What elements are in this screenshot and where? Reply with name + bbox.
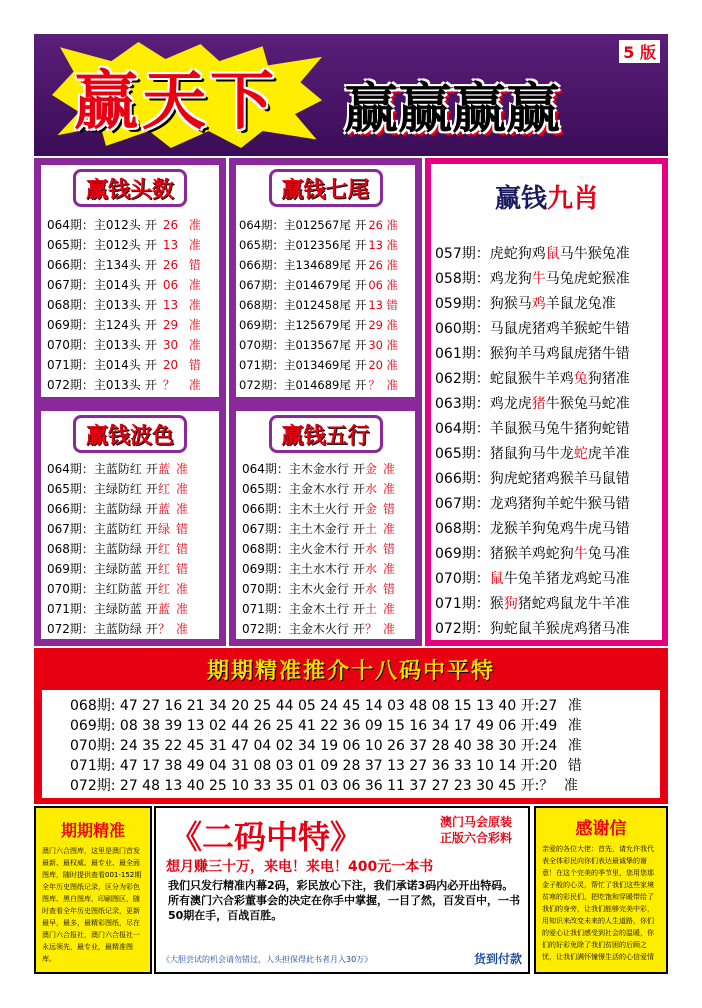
eighteen-box xyxy=(42,690,660,798)
list-item: 072期：狗蛇鼠羊猴虎鸡猪马准 xyxy=(435,621,630,637)
thank-letter-title: 感谢信 xyxy=(575,819,627,839)
header-banner xyxy=(34,34,668,156)
bottom-center-footnote: 《大胆尝试的机会请勿错过，人头担保得此书者月入30万》 xyxy=(162,955,373,964)
element-rows xyxy=(242,459,411,639)
table-row: 071期： 主绿防蓝 开 蓝 准 xyxy=(47,602,188,616)
table-row: 070期: 24 35 22 45 31 47 04 02 34 19 06 10 26 37 28 40 38 30 开:24 准 xyxy=(70,738,582,754)
list-item: 059期：狗猴马鸡羊鼠龙兔准 xyxy=(435,296,616,312)
bottom-center-side: 澳门马会原装 正版六合彩料 xyxy=(440,815,513,845)
table-row: 066期： 主木土火行 开 金 错 xyxy=(242,502,395,516)
table-row: 069期: 08 38 39 13 02 44 26 25 41 22 36 09 15 16 34 17 49 06 开:49 准 xyxy=(70,718,582,734)
table-row: 068期： 主蓝防绿 开 红 错 xyxy=(47,542,188,556)
table-row: 070期： 主木火金行 开 水 错 xyxy=(242,582,395,596)
bottom-left-title: 期期精准 xyxy=(60,821,125,840)
table-row: 064期： 主木金水行 开 金 准 xyxy=(242,462,395,476)
bottom-left-text: 澳门六合图库，这里是澳门首发最新、最权威、最专业、最全面图库，随时提供查看001-152期全年历史图纸记录，区分为彩色图库、黑白图库、印刷图区，随时查看全年历史图纸记录，更新最早，最多，最精彩图纸，尽在澳门六合报社，澳门六合报社一永远领先，最专业，最精准图库。 xyxy=(42,847,142,963)
table-row: 066期： 主134689尾 开 26 准 xyxy=(239,258,398,272)
table-row: 068期： 主火金木行 开 水 错 xyxy=(242,542,395,556)
edition-label: 5 版 xyxy=(619,40,660,63)
bottom-section xyxy=(34,806,668,974)
table-row: 072期： 主蓝防绿 开 ？ 准 xyxy=(47,622,188,636)
tail-panel xyxy=(229,158,422,404)
list-item: 058期：鸡龙狗牛马兔虎蛇猴准 xyxy=(435,271,630,287)
list-item: 071期：猴狗猪蛇鸡鼠龙牛羊准 xyxy=(435,596,630,612)
eighteen-code-section xyxy=(34,648,668,804)
table-row: 064期： 主012567尾 开 26 准 xyxy=(239,218,398,232)
table-row: 068期： 主012458尾 开 13 错 xyxy=(239,298,398,312)
table-row: 070期： 主013567尾 开 30 准 xyxy=(239,338,398,352)
table-row: 066期： 主蓝防绿 开 蓝 准 xyxy=(47,502,188,516)
table-row: 071期： 主金木土行 开 土 准 xyxy=(242,602,395,616)
table-row: 066期： 主134头 开 26 错 xyxy=(47,258,201,272)
nine-panel-title: 赢钱九肖 xyxy=(449,174,645,224)
table-row: 071期： 主014头 开 20 错 xyxy=(47,358,201,372)
bottom-center-slogan: 想月赚三十万，来电！来电！400元一本书 xyxy=(166,859,434,875)
list-item: 060期：马鼠虎猪鸡羊猴蛇牛错 xyxy=(435,321,630,337)
table-row: 067期： 主014头 开 06 准 xyxy=(47,278,201,292)
bottom-center-body: 我们只发行精准内幕2码，彩民放心下注，我们承诺3码内必开出特码。所有澳门六合彩董事会的决定在你手中掌握，一目了然，百发百中，一书50期在手，百战百胜。 xyxy=(168,879,520,922)
list-item: 063期：鸡龙虎猪牛猴兔马蛇准 xyxy=(435,396,630,412)
head-panel-title: 赢钱头数 xyxy=(73,169,187,207)
page xyxy=(34,34,668,974)
list-item: 067期：龙鸡猪狗羊蛇牛猴马错 xyxy=(435,496,630,512)
table-row: 065期： 主绿防红 开 红 准 xyxy=(47,482,188,496)
sub-title: 赢赢赢赢 xyxy=(344,77,560,140)
nine-panel xyxy=(425,158,668,646)
eighteen-rows xyxy=(70,696,582,796)
table-row: 069期： 主土水木行 开 水 准 xyxy=(242,562,395,576)
table-row: 068期: 47 27 16 21 34 20 25 44 05 24 45 14 03 48 08 15 13 40 开:27 准 xyxy=(70,698,582,714)
table-row: 067期： 主014679尾 开 06 准 xyxy=(239,278,398,292)
table-row: 070期： 主红防蓝 开 红 准 xyxy=(47,582,188,596)
cash-on-delivery-label: 货到付款 xyxy=(473,952,522,966)
table-row: 064期： 主蓝防红 开 蓝 准 xyxy=(47,462,188,476)
table-row: 072期： 主013头 开 ？ 准 xyxy=(47,378,201,392)
table-row: 068期： 主013头 开 13 准 xyxy=(47,298,201,312)
table-row: 065期： 主012头 开 13 准 xyxy=(47,238,201,252)
table-row: 069期： 主124头 开 29 准 xyxy=(47,318,201,332)
list-item: 068期：龙猴羊狗兔鸡牛虎马错 xyxy=(435,521,630,537)
list-item: 065期：猪鼠狗马牛龙蛇虎羊准 xyxy=(435,446,630,462)
list-item: 061期：猴狗羊马鸡鼠虎猪牛错 xyxy=(435,346,630,362)
table-row: 072期： 主金木火行 开 ？ 准 xyxy=(242,622,395,636)
table-row: 065期： 主012356尾 开 13 准 xyxy=(239,238,398,252)
list-item: 057期：虎蛇狗鸡鼠马牛猴兔准 xyxy=(435,246,630,262)
bottom-center-box xyxy=(154,806,530,974)
wave-panel xyxy=(34,404,226,646)
table-row: 071期: 47 17 38 49 04 31 08 03 01 09 28 37 13 27 36 33 10 14 开:20 错 xyxy=(70,758,582,774)
wave-rows xyxy=(47,459,215,639)
table-row: 065期： 主金木水行 开 水 准 xyxy=(242,482,395,496)
main-title: 赢天下 xyxy=(74,65,278,139)
table-row: 069期： 主125679尾 开 29 准 xyxy=(239,318,398,332)
table-row: 067期： 主土木金行 开 土 准 xyxy=(242,522,395,536)
table-row: 069期： 主绿防蓝 开 红 错 xyxy=(47,562,188,576)
table-row: 070期： 主013头 开 30 准 xyxy=(47,338,201,352)
bottom-left-box xyxy=(34,806,152,974)
bottom-right-box xyxy=(534,806,668,974)
element-panel xyxy=(229,404,422,646)
list-item: 070期：鼠牛兔羊猪龙鸡蛇马准 xyxy=(435,571,630,587)
list-item: 066期：狗虎蛇猪鸡猴羊马鼠错 xyxy=(435,471,630,487)
table-row: 067期： 主蓝防红 开 绿 错 xyxy=(47,522,188,536)
list-item: 062期：蛇鼠猴牛羊鸡兔狗猪准 xyxy=(435,371,630,387)
element-panel-title: 赢钱五行 xyxy=(268,415,382,453)
thank-letter-text: 亲爱的各位大佬：首先，请允许我代表全体彩民向你们表达最诚挚的谢意！在这个完美的季节里，您用您那金子般的心灵，帮忙了我们这些家境贫寒的彩民们，把吃饱和穿暖带给了我们的身旁，让我们能够完美中彩，用知识来改变未来的人生道路，你们的爱心让我们感受到社会的温暖，你们的好彩免除了我们贫困的后顾之忧，让我们满怀憧憬生活的心信爱情 xyxy=(542,845,654,961)
table-row: 071期： 主013469尾 开 20 准 xyxy=(239,358,398,372)
eighteen-title: 期期精准推介十八码中平特 xyxy=(206,659,495,684)
two-code-title: 《二码中特》 xyxy=(170,818,363,856)
tail-rows xyxy=(239,215,411,395)
table-row: 072期: 27 48 13 40 25 10 33 35 01 03 06 36 11 37 27 23 30 45 开:？ 准 xyxy=(70,778,578,794)
nine-rows xyxy=(431,242,662,642)
table-row: 072期： 主014689尾 开 ？ 准 xyxy=(239,378,398,392)
list-item: 064期：羊鼠猴马兔牛猪狗蛇错 xyxy=(435,421,630,437)
tail-panel-title: 赢钱七尾 xyxy=(268,169,382,207)
head-rows xyxy=(47,215,215,395)
table-row: 064期： 主012头 开 26 准 xyxy=(47,218,201,232)
wave-panel-title: 赢钱波色 xyxy=(73,415,187,453)
list-item: 069期：猪猴羊鸡蛇狗牛兔马准 xyxy=(435,546,630,562)
head-panel xyxy=(34,158,226,404)
